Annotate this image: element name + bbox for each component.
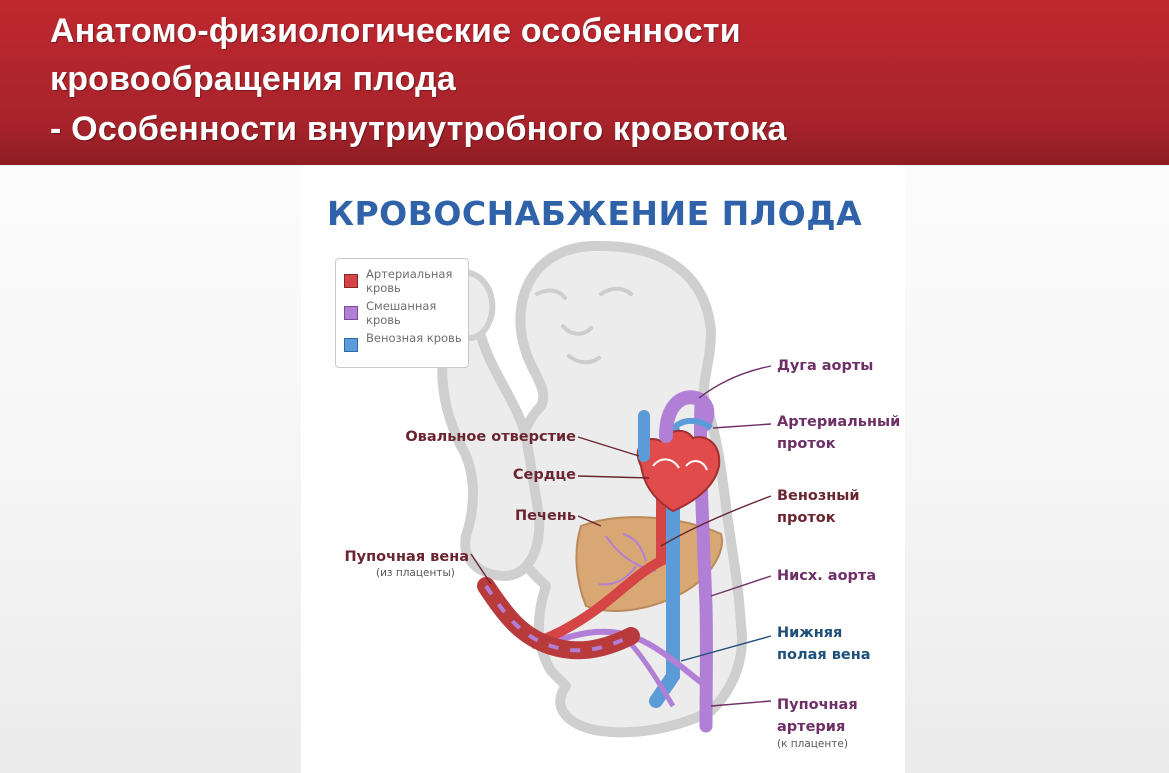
legend-item-arterial	[344, 267, 464, 297]
slide-title-line-1: Анатомо-физиологические особенности	[50, 12, 741, 50]
label-inferior-vena-cava: Нижняя полая вена	[777, 625, 871, 663]
legend-swatch-arterial	[344, 274, 358, 288]
legend-swatch-mixed	[344, 306, 358, 320]
label-umbilical-artery: Пупочная артерия	[777, 697, 858, 735]
label-aortic-arch: Дуга аорты	[777, 358, 874, 374]
label-ductus-venosus: Венозный проток	[777, 488, 860, 526]
legend-label-mixed: Смешанная кровь	[366, 299, 437, 327]
slide-header	[0, 0, 1169, 165]
slide-title-line-3: - Особенности внутриутробного кровотока	[50, 110, 787, 148]
legend-item-mixed	[344, 299, 464, 329]
legend-label-arterial: Артериальная кровь	[366, 267, 453, 295]
label-umbilical-vein-note: (из плаценты)	[376, 567, 455, 579]
label-umbilical-artery-note: (к плаценте)	[777, 738, 848, 750]
label-liver: Печень	[515, 508, 576, 524]
legend-label-venous: Венозная кровь	[366, 331, 462, 345]
fetal-circulation-figure	[301, 166, 905, 773]
legend-swatch-venous	[344, 338, 358, 352]
label-oval-opening: Овальное отверстие	[405, 429, 576, 445]
slide-title-line-2: кровообращения плода	[50, 60, 457, 98]
label-heart: Сердце	[512, 467, 576, 483]
label-descending-aorta: Нисх. аорта	[777, 568, 877, 584]
label-umbilical-vein: Пупочная вена	[344, 549, 469, 565]
diagram-title: КРОВОСНАБЖЕНИЕ ПЛОДА	[327, 194, 863, 233]
legend-item-venous	[344, 331, 464, 361]
legend	[335, 258, 469, 368]
label-ductus-arteriosus: Артериальный проток	[777, 414, 901, 452]
